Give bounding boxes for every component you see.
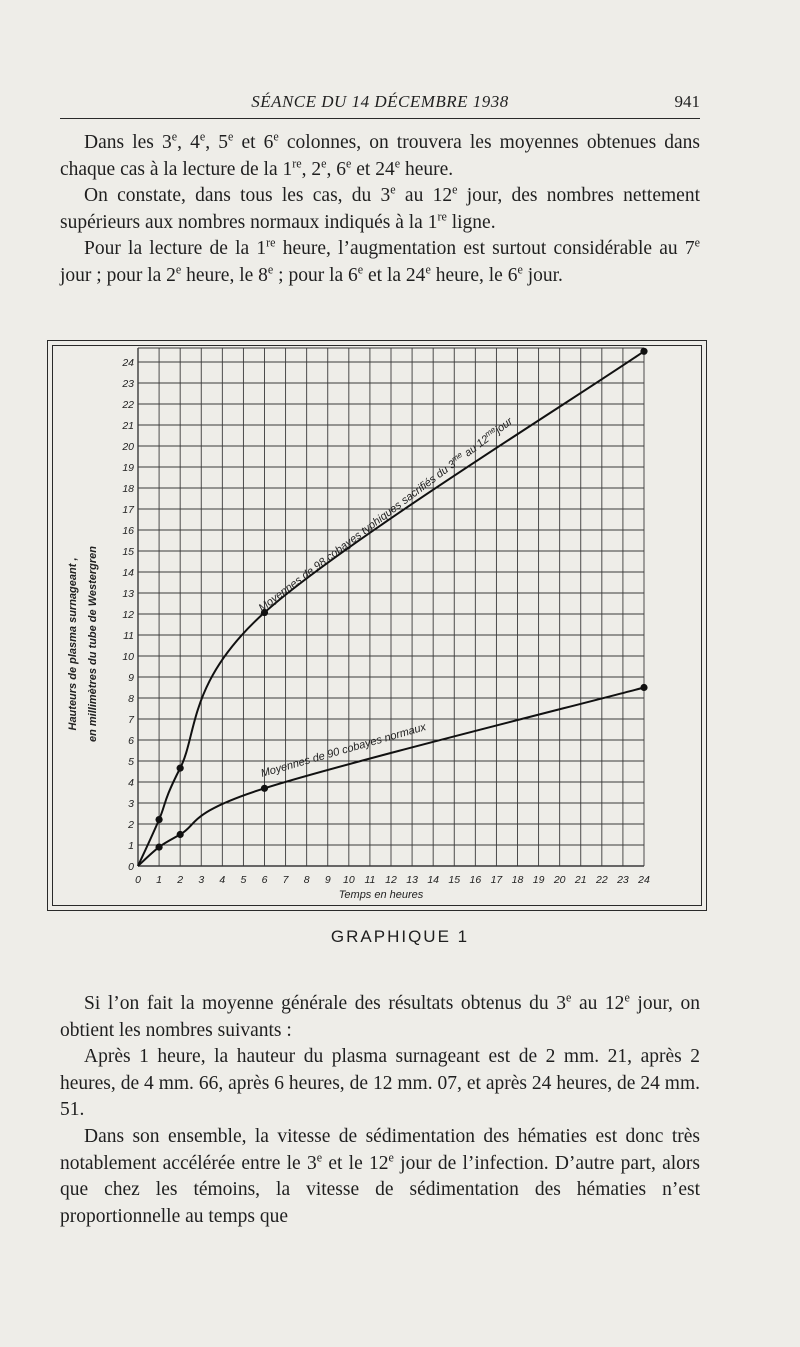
page-number: 941	[674, 92, 700, 111]
y-axis-label: Hauteurs de plasma surnageant ,	[67, 557, 79, 731]
series-marker-2	[177, 831, 184, 838]
x-tick-label: 12	[385, 874, 397, 886]
y-tick-label: 10	[122, 651, 134, 663]
y-tick-label: 22	[122, 399, 134, 411]
y-tick-label: 11	[123, 630, 134, 642]
y-tick-label: 1	[128, 840, 134, 852]
series-marker-2	[261, 785, 268, 792]
series-marker-1	[640, 348, 647, 355]
figure-caption: GRAPHIQUE 1	[330, 927, 470, 946]
x-tick-label: 2	[177, 874, 184, 886]
x-tick-label: 0	[135, 874, 141, 886]
paragraph-3: Pour la lecture de la 1re heure, l’augmentation est surtout considérable au 7e jour ; pour la 2e heure, le 8e ; pour la 6e et la 24e heure, le 6e jour.	[60, 235, 700, 286]
y-tick-label: 21	[122, 420, 134, 432]
series-marker-1	[155, 816, 162, 823]
y-tick-label: 23	[122, 378, 134, 390]
y-tick-label: 18	[122, 483, 134, 495]
x-tick-label: 18	[511, 874, 524, 886]
series-marker-2	[640, 684, 647, 691]
y-tick-label: 9	[128, 672, 134, 684]
y-tick-label: 13	[122, 588, 134, 600]
paragraph-1: Dans les 3e, 4e, 5e et 6e colonnes, on trouvera les moyennes obtenues dans chaque cas à la lecture de la 1re, 2e, 6e et 24e heure.	[60, 129, 701, 180]
y-tick-label: 3	[128, 798, 134, 810]
x-tick-label: 16	[469, 874, 482, 886]
y-tick-label: 15	[122, 546, 134, 558]
y-tick-label: 14	[122, 567, 134, 579]
x-tick-label: 9	[324, 874, 331, 886]
x-tick-label: 24	[638, 874, 650, 886]
x-tick-label: 3	[198, 874, 205, 886]
y-tick-label: 12	[122, 609, 134, 621]
x-tick-label: 7	[282, 874, 289, 886]
x-tick-label: 21	[574, 874, 587, 886]
y-tick-label: 24	[122, 357, 134, 369]
series-label-1-part: au 12	[459, 433, 492, 462]
x-tick-label: 15	[448, 874, 461, 886]
paragraph-6: Dans son ensemble, la vitesse de sédimentation des hématies est donc très notablement accélérée entre le 3e et le 12e jour de l’infection. D’autre part, alors que chez les témoins, la vitesse de sédimentation des hématies n’est proportionnelle au temps que	[60, 1125, 700, 1227]
y-tick-label: 7	[128, 714, 134, 726]
x-tick-label: 11	[364, 874, 376, 886]
y-tick-label: 20	[122, 441, 134, 453]
x-tick-label: 14	[427, 874, 440, 886]
series-label-1-part: me	[449, 450, 465, 464]
paragraph-5: Après 1 heure, la hauteur du plasma surnageant est de 2 mm. 21, après 2 heures, de 4 mm. 66, après 6 heures, de 12 mm. 07, et après 24 heures, de 24 mm. 51.	[60, 1046, 700, 1121]
x-tick-label: 17	[490, 874, 503, 886]
x-tick-label: 4	[219, 874, 226, 886]
y-tick-label: 16	[122, 525, 134, 537]
x-axis-label: Temps en heures	[338, 889, 424, 901]
bottom-text-block	[60, 991, 700, 1230]
x-tick-label: 23	[617, 874, 629, 886]
series-label-1	[255, 413, 516, 614]
y-tick-label: 19	[122, 462, 134, 474]
x-tick-label: 19	[532, 874, 545, 886]
x-tick-label: 5	[240, 874, 247, 886]
x-tick-label: 10	[342, 874, 355, 886]
paragraph-4: Si l’on fait la moyenne générale des résultats obtenus du 3e au 12e jour, on obtient les nombres suivants :	[60, 990, 700, 1041]
x-tick-label: 22	[595, 874, 608, 886]
y-tick-label: 4	[128, 777, 134, 789]
paragraph-2: On constate, dans tous les cas, du 3e au 12e jour, des nombres nettement supérieurs aux nombres normaux indiqués à la 1re ligne.	[60, 182, 700, 233]
series-label-1-part: Moyennes de 98 cobayes typhiques sacrifiés du 3	[256, 458, 459, 615]
y-tick-label: 0	[128, 861, 134, 873]
x-tick-label: 13	[406, 874, 418, 886]
x-tick-label: 20	[553, 874, 566, 886]
x-tick-label: 6	[261, 874, 268, 886]
y-tick-label: 17	[122, 504, 134, 516]
running-head-title: SÉANCE DU 14 DÉCEMBRE 1938	[251, 92, 509, 111]
series-label-2: Moyennes de 90 cobayes normaux	[259, 721, 428, 780]
series-label-1-part: me	[483, 424, 498, 439]
y-axis-label: en millimètres du tube de Westergren	[87, 545, 99, 743]
y-tick-label: 8	[128, 693, 134, 705]
series-marker-2	[155, 844, 162, 851]
y-tick-label: 2	[128, 819, 134, 831]
series-marker-1	[177, 765, 184, 772]
x-tick-label: 1	[156, 874, 163, 886]
series-label-1-part: jour	[493, 415, 516, 437]
y-tick-label: 5	[128, 756, 134, 768]
x-tick-label: 8	[303, 874, 310, 886]
y-tick-label: 6	[128, 735, 134, 747]
